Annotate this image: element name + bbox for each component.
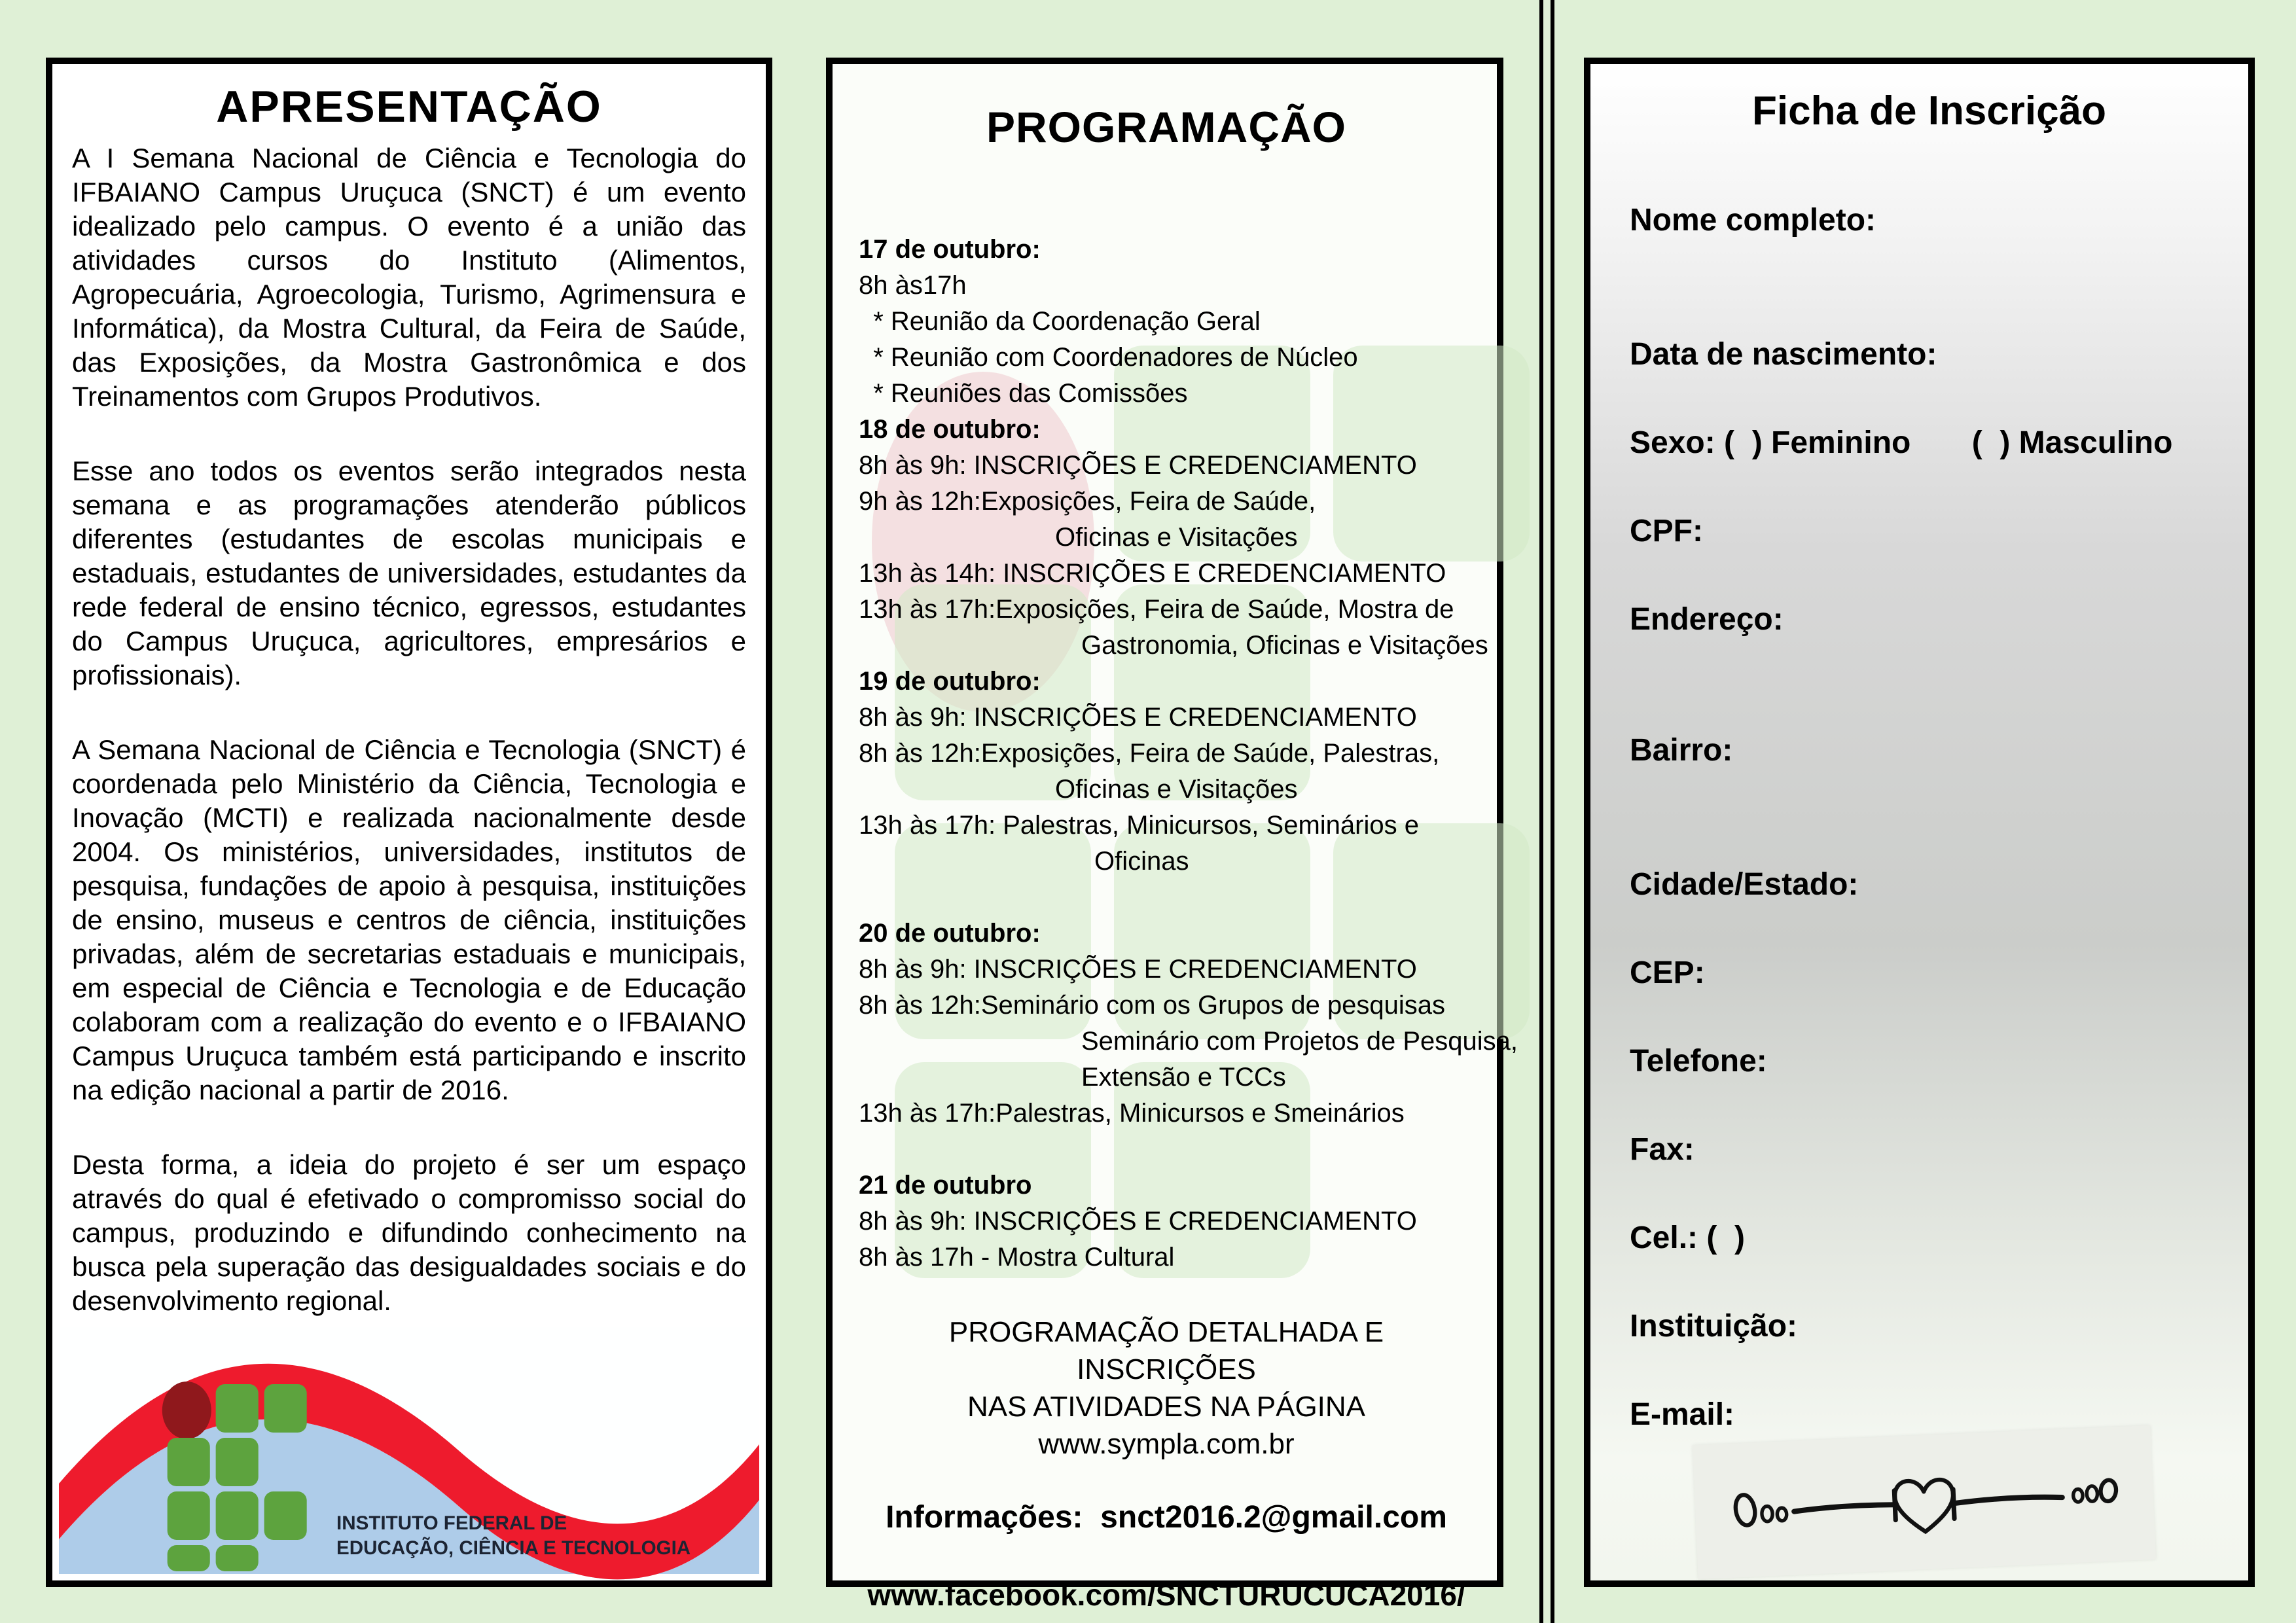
schedule-line: 9h às 12h:Exposições, Feira de Saúde, <box>859 487 1316 516</box>
form-field-label: Telefone: <box>1630 1044 1767 1079</box>
ficha-inscricao-panel <box>1584 58 2255 1587</box>
schedule-line: 8h às 17h - Mostra Cultural <box>859 1243 1175 1272</box>
schedule-line: 8h às 12h:Exposições, Feira de Saúde, Palestras, <box>859 739 1440 768</box>
apresentacao-paragraph: A I Semana Nacional de Ciência e Tecnologia do IFBAIANO Campus Uruçuca (SNCT) é um evento idealizado pelo campus. O evento é a união das atividades cursos do Instituto (Alimentos, Agropecuária, Agroecologia, Turismo, Agrimensura e Informática), da Mostra Cultural, da Feira de Saúde, das Exposições, da Mostra Gastronômica e dos Treinamentos com Grupos Produtivos. <box>72 143 746 412</box>
ifbaiano-footer-art <box>59 1327 759 1574</box>
form-field-label: Data de nascimento: <box>1630 337 1937 372</box>
form-field-label: Sexo: ( ) Feminino ( ) Masculino <box>1630 425 2173 460</box>
schedule-line: 13h às 17h:Palestras, Minicursos e Smeinários <box>859 1099 1405 1128</box>
apresentacao-body <box>72 141 746 1318</box>
apresentacao-paragraph: A Semana Nacional de Ciência e Tecnologia (SNCT) é coordenada pelo Ministério da Ciência, Tecnologia e Inovação (MCTI) e realizada nacionalmente desde 2004. Os ministérios, universidades, institutos de pesquisa, fundações de apoio à pesquisa, instituições de ensino, museus e centros de ciência, instituições privadas, além de secretarias estaduais e municipais, em especial de Ciência e Tecnologia e de Educação colaboram com a realização do evento e o IFBAIANO Campus Uruçuca também está participando e inscrito na edição nacional a partir de 2016. <box>72 734 746 1105</box>
schedule-line <box>859 1132 1474 1168</box>
schedule-line: Oficinas e Visitações <box>1055 775 1298 804</box>
if-logo-banner <box>59 1327 759 1574</box>
form-field-label: E-mail: <box>1630 1397 1735 1432</box>
fold-line-right <box>1551 0 1554 1623</box>
footer-note-line: PROGRAMAÇÃO DETALHADA E INSCRIÇÕES <box>948 1316 1384 1385</box>
programacao-footer <box>859 1313 1474 1613</box>
schedule-line: 21 de outubro <box>859 1171 1032 1200</box>
form-field-label: Cidade/Estado: <box>1630 867 1859 902</box>
form-field-label: Instituição: <box>1630 1309 1798 1344</box>
apresentacao-title: APRESENTAÇÃO <box>216 82 602 132</box>
footer-note <box>859 1313 1474 1463</box>
programacao-title: PROGRAMAÇÃO <box>986 103 1346 151</box>
schedule-line: 13h às 17h:Exposições, Feira de Saúde, Mostra de <box>859 595 1454 624</box>
schedule-line: Seminário com Projetos de Pesquisa, <box>1081 1027 1518 1056</box>
schedule-line: * Reuniões das Comissões <box>859 379 1188 408</box>
form-field-label: CPF: <box>1630 514 1703 548</box>
facebook-url: www.facebook.com/SNCTURUCUCA2016/ <box>867 1578 1465 1612</box>
schedule-line: 8h às 9h: INSCRIÇÕES E CREDENCIAMENTO <box>859 1207 1417 1236</box>
ficha-title: Ficha de Inscrição <box>1752 88 2106 134</box>
footer-note-line: NAS ATIVIDADES NA PÁGINA <box>967 1391 1366 1423</box>
form-field-label: Bairro: <box>1630 733 1733 768</box>
institute-caption-line2: EDUCAÇÃO, CIÊNCIA E TECNOLOGIA <box>336 1537 691 1560</box>
schedule-line: 8h às 9h: INSCRIÇÕES E CREDENCIAMENTO <box>859 703 1417 732</box>
contact-email: Informações: snct2016.2@gmail.com <box>886 1500 1447 1535</box>
schedule-line: * Reunião da Coordenação Geral <box>859 307 1261 336</box>
apresentacao-paragraph: Esse ano todos os eventos serão integrados nesta semana e as programações atenderão públicos diferentes (estudantes de escolas municipais e estaduais, estudantes de universidades, estudantes da rede federal de ensino técnico, egressos, estudantes do Campus Uruçuca, agricultores, empresários e profissionais). <box>72 455 746 690</box>
apresentacao-panel <box>46 58 772 1587</box>
schedule-line: 17 de outubro: <box>859 235 1041 264</box>
schedule-line: 18 de outubro: <box>859 415 1041 444</box>
ficha-fields <box>1630 202 2229 1433</box>
schedule-line: Oficinas e Visitações <box>1055 523 1298 552</box>
schedule-line: Gastronomia, Oficinas e Visitações <box>1081 631 1488 660</box>
schedule-line: Oficinas <box>1094 847 1189 876</box>
schedule-line: 13h às 17h: Palestras, Minicursos, Seminários e <box>859 811 1419 840</box>
schedule-line: * Reunião com Coordenadores de Núcleo <box>859 343 1358 372</box>
apresentacao-paragraph: Desta forma, a ideia do projeto é ser um espaço através do qual é efetivado o compromisso social do campus, produzindo e difundindo conhecimento na busca pela superação das desigualdades sociais e do desenvolvimento regional. <box>72 1149 746 1316</box>
form-field-label: Fax: <box>1630 1132 1695 1167</box>
form-field-label: Endereço: <box>1630 602 1784 637</box>
schedule-line: 8h às 9h: INSCRIÇÕES E CREDENCIAMENTO <box>859 451 1417 480</box>
fold-line-left <box>1539 0 1543 1623</box>
form-field-label: CEP: <box>1630 955 1705 990</box>
schedule-line: 8h às17h <box>859 271 967 300</box>
heart-divider-icon <box>1693 1425 2156 1579</box>
schedule-line: 8h às 12h:Seminário com os Grupos de pesquisas <box>859 991 1446 1020</box>
schedule-line: Extensão e TCCs <box>1081 1063 1286 1092</box>
programacao-panel <box>826 58 1518 1612</box>
schedule-line: 13h às 14h: INSCRIÇÕES E CREDENCIAMENTO <box>859 559 1446 588</box>
schedule-list <box>859 232 1518 1275</box>
institute-caption-line1: INSTITUTO FEDERAL DE <box>336 1512 567 1535</box>
schedule-line <box>859 880 1474 916</box>
schedule-line: 19 de outubro: <box>859 667 1041 696</box>
form-field-label: Cel.: ( ) <box>1630 1221 1745 1255</box>
footer-note-line: www.sympla.com.br <box>1038 1428 1295 1460</box>
form-field-label: Nome completo: <box>1630 203 1876 238</box>
schedule-line: 8h às 9h: INSCRIÇÕES E CREDENCIAMENTO <box>859 955 1417 984</box>
heart-divider <box>1693 1425 2156 1579</box>
schedule-line: 20 de outubro: <box>859 919 1041 948</box>
